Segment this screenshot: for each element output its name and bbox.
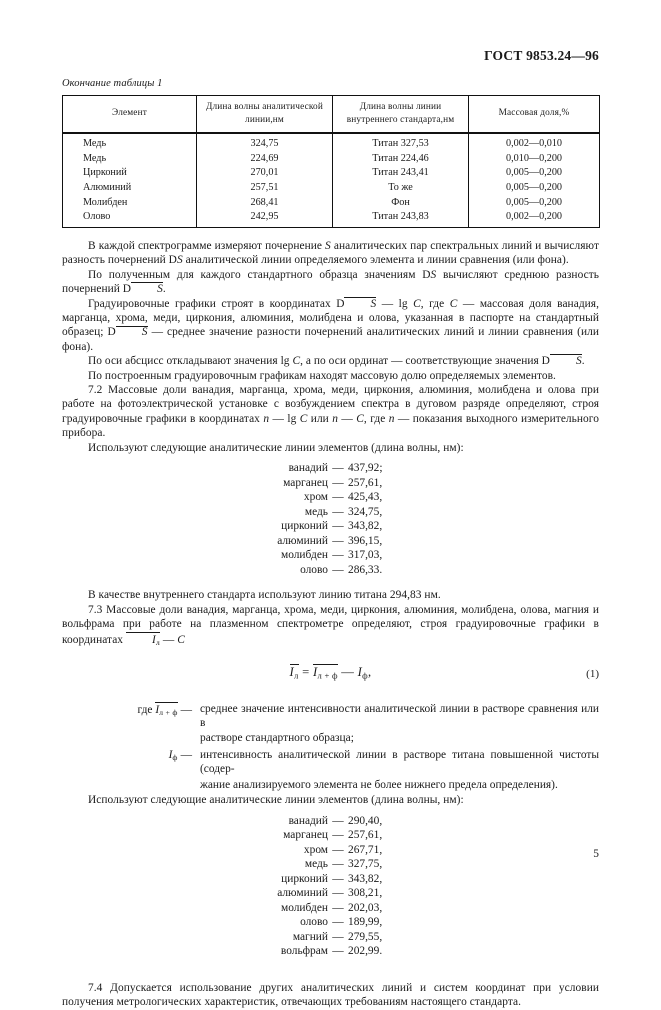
- list-item: [62, 857, 599, 872]
- definition-text-I-mean-lf-cont: растворе стандартного образца;: [200, 732, 354, 745]
- element-name: молибден: [281, 549, 328, 562]
- dash-separator: —: [332, 843, 344, 856]
- cell-mass-fraction: 0,005—0,200: [469, 166, 600, 181]
- dash-separator: —: [332, 916, 344, 929]
- column-header-mass-fraction: [469, 96, 600, 134]
- dash-separator: —: [332, 491, 344, 504]
- definition-symbol-I-f: [62, 748, 192, 763]
- definition-text-I-mean-lf: среднее значение интенсивности аналитической линии в растворе сравнения или в: [200, 702, 599, 730]
- symbol-C: C: [356, 412, 364, 425]
- dash-separator: —: [332, 814, 344, 827]
- paragraph-clause-7-3: 7.3 Массовые доли ванадия, марганца, хрома, меди, циркония, алюминия, молибдена, олова, магния и вольфрама при работе на плазменном спектрометре определяют, строя градуировочные графики в координатах $I_л$ — C: [62, 603, 599, 647]
- list-item: [62, 944, 599, 959]
- symbol-S-overline: S: [344, 297, 376, 311]
- page-content: [62, 78, 599, 1010]
- element-name: хром: [303, 843, 328, 856]
- paragraph-clause-7-2: 7.2 Массовые доли ванадия, марганца, хрома, меди, циркония, алюминия, молибдена и олова при работе на фотоэлектрической установке с возбуждением спектра в дуговом разряде определяют, строя градуировочные графики в координатах n — lg C или n — C, где n — показания выходного измерительного прибора.: [62, 384, 599, 440]
- table-header-row: [63, 96, 600, 134]
- list-item: [62, 814, 599, 829]
- cell-element: Медь: [63, 133, 197, 151]
- cell-mass-fraction: 0,002—0,200: [469, 210, 600, 228]
- dash-separator: —: [332, 858, 344, 871]
- list-item: [62, 490, 599, 505]
- table-row: [63, 180, 600, 195]
- element-wavelength: 324,75,: [348, 505, 383, 518]
- definition-text-I-f: интенсивность аналитической линии в растворе титана повышенной чистоты (содер-: [200, 748, 599, 776]
- cell-element: Цирконий: [63, 166, 197, 181]
- formula-definitions: [62, 702, 599, 793]
- element-name: цирконий: [281, 872, 328, 885]
- element-wavelength: 189,99,: [348, 916, 383, 929]
- symbol-C: C: [292, 355, 301, 368]
- element-wavelength: 437,92;: [348, 462, 383, 475]
- symbol-C: C: [177, 633, 185, 646]
- formula-rhs-I-mean-lf: $I_{л + ф}$: [312, 664, 338, 681]
- column-header-internal-standard-line1: Длина волны линии: [359, 102, 442, 112]
- column-header-analytical-wavelength: [197, 96, 333, 134]
- table-row: [63, 210, 600, 228]
- element-wavelength: 202,03,: [348, 901, 383, 914]
- dash-separator: —: [332, 829, 344, 842]
- element-wavelength: 327,75,: [348, 858, 383, 871]
- element-name: медь: [304, 505, 328, 518]
- table-row: [63, 133, 600, 151]
- list-item: [62, 886, 599, 901]
- table-row: [63, 166, 600, 181]
- running-head-standard-number: ГОСТ 9853.24—96: [484, 48, 599, 63]
- cell-element: Медь: [63, 151, 197, 166]
- list-item: [62, 843, 599, 858]
- symbol-S: S: [430, 268, 437, 281]
- definition-row-I-mean-lf: [62, 702, 599, 731]
- clause-number-7-2: 7.2: [88, 384, 103, 397]
- list-item: [62, 901, 599, 916]
- cell-analytical-wavelength: 257,51: [197, 180, 333, 195]
- definition-row-I-f: [62, 748, 599, 777]
- element-wavelength: 290,40,: [348, 814, 383, 827]
- element-name: медь: [304, 858, 328, 871]
- element-wavelength: 308,21,: [348, 887, 383, 900]
- element-name: алюминий: [277, 534, 328, 547]
- cell-element: Молибден: [63, 195, 197, 210]
- formula-number: (1): [586, 667, 599, 680]
- formula-expression: [62, 664, 599, 680]
- element-wavelength: 202,99.: [348, 945, 383, 958]
- paragraph-find-mass-fraction: По построенным градуировочным графикам находят массовую долю определяемых элементов.: [88, 369, 556, 382]
- cell-mass-fraction: 0,005—0,200: [469, 180, 600, 195]
- table-caption: Окончание таблицы 1: [62, 78, 163, 89]
- formula-minus: —: [341, 664, 355, 679]
- paragraph-axes: По оси абсцисс откладывают значения lg C, а по оси ординат — соответствующие значения D S.: [88, 355, 585, 368]
- dash-separator: —: [332, 945, 344, 958]
- symbol-I-mean-lf: $I_{л + ф}$: [155, 703, 178, 717]
- symbol-C: C: [299, 412, 308, 425]
- list-item: [62, 563, 599, 578]
- list-item: [62, 461, 599, 476]
- element-wavelength: 279,55,: [348, 930, 383, 943]
- symbol-S-overline: S: [116, 325, 148, 339]
- element-name: ванадий: [288, 462, 328, 475]
- column-header-analytical-wavelength-line2: линии,нм: [245, 114, 284, 125]
- cell-internal-standard: Фон: [333, 195, 469, 210]
- column-header-analytical-wavelength-line1: Длина волны аналитической: [206, 102, 323, 112]
- table-row: [63, 151, 600, 166]
- formula-lhs-I-mean: $I_л$: [289, 664, 299, 681]
- element-wavelength: 396,15,: [348, 534, 383, 547]
- cell-internal-standard: Титан 243,83: [333, 210, 469, 228]
- list-item: [62, 505, 599, 520]
- element-wavelength: 343,82,: [348, 872, 383, 885]
- list-item: [62, 534, 599, 549]
- element-wavelength-list-1: [62, 461, 599, 577]
- symbol-n: n: [388, 412, 395, 425]
- column-header-internal-standard-wavelength: [333, 96, 469, 134]
- element-name: вольфрам: [280, 945, 328, 958]
- cell-mass-fraction: 0,005—0,200: [469, 195, 600, 210]
- list-item: [62, 548, 599, 563]
- dash-separator: —: [332, 887, 344, 900]
- analytical-lines-table: [62, 95, 600, 228]
- symbol-C: C: [413, 297, 421, 310]
- column-header-mass-fraction-line1: Массовая доля,%: [498, 108, 570, 119]
- paragraph-clause-7-4: 7.4 Допускается использование других аналитических линий и систем координат при условии получения метрологических характеристик, отвечающих требованиям настоящего стандарта.: [62, 981, 599, 1009]
- definition-dash: —: [180, 703, 192, 716]
- table-row: [63, 195, 600, 210]
- dash-separator: —: [332, 930, 344, 943]
- formula-block-1: [62, 664, 599, 690]
- subscript-l: л: [155, 637, 160, 647]
- page-number: 5: [593, 848, 599, 860]
- dash-separator: —: [332, 901, 344, 914]
- dash-separator: —: [332, 534, 344, 547]
- symbol-n: n: [332, 412, 338, 425]
- list-item: [62, 476, 599, 491]
- cell-analytical-wavelength: 242,95: [197, 210, 333, 228]
- definition-text-I-f-cont: жание анализируемого элемента не более нижнего предела определения).: [200, 778, 558, 791]
- cell-internal-standard: Титан 327,53: [333, 133, 469, 151]
- element-wavelength-list-2: [62, 814, 599, 959]
- cell-mass-fraction: 0,002—0,010: [469, 133, 600, 151]
- list-item: [62, 930, 599, 945]
- cell-analytical-wavelength: 224,69: [197, 151, 333, 166]
- element-name: ванадий: [288, 814, 328, 827]
- list-item: [62, 872, 599, 887]
- symbol-n: n: [263, 412, 270, 425]
- table-body: [63, 133, 600, 227]
- dash-separator: —: [332, 872, 344, 885]
- paragraph-blackening-measurement: В каждой спектрограмме измеряют почернение S аналитических пар спектральных линий и вычисляют разность почернений DS аналитической линии определяемого элемента и линии сравнения (или фона).: [62, 239, 599, 267]
- cell-element: Олово: [63, 210, 197, 228]
- element-name: марганец: [283, 829, 328, 842]
- cell-analytical-wavelength: 324,75: [197, 133, 333, 151]
- list-item: [62, 915, 599, 930]
- list-item: [62, 828, 599, 843]
- cell-analytical-wavelength: 268,41: [197, 195, 333, 210]
- formula-rhs-I-f: $I_ф$: [357, 664, 368, 681]
- list-item: [62, 519, 599, 534]
- element-wavelength: 343,82,: [348, 520, 383, 533]
- symbol-C: C: [449, 297, 458, 310]
- cell-internal-standard: Титан 224,46: [333, 151, 469, 166]
- element-name: олово: [300, 916, 328, 929]
- paragraph-internal-standard: В качестве внутреннего стандарта используют линию титана 294,83 нм.: [88, 589, 441, 602]
- element-wavelength: 257,61,: [348, 476, 383, 489]
- element-wavelength: 317,03,: [348, 549, 383, 562]
- clause-number-7-3: 7.3: [88, 603, 103, 616]
- dash-separator: —: [332, 462, 344, 475]
- clause-number-7-4: 7.4: [88, 981, 103, 994]
- formula-equals: =: [302, 664, 310, 679]
- cell-internal-standard: То же: [333, 180, 469, 195]
- dash-separator: —: [332, 476, 344, 489]
- table-header: [63, 96, 600, 134]
- element-wavelength: 267,71,: [348, 843, 383, 856]
- element-wavelength: 425,43,: [348, 491, 383, 504]
- paragraph-mean-difference: По полученным для каждого стандартного образца значениям DS вычисляют среднюю разность почернений D S.: [62, 268, 599, 296]
- formula-comma: ,: [368, 664, 372, 679]
- dash-separator: —: [332, 563, 344, 576]
- element-name: магний: [292, 930, 328, 943]
- symbol-S-overline: S: [550, 354, 582, 368]
- cell-internal-standard: Титан 243,41: [333, 166, 469, 181]
- definition-dash: —: [180, 748, 192, 761]
- definition-symbol-I-mean-lf: [62, 702, 192, 718]
- dash-separator: —: [332, 520, 344, 533]
- paragraph-intro-lines-1: Используют следующие аналитические линии элементов (длина волны, нм):: [88, 441, 464, 454]
- paragraph-intro-lines-2: Используют следующие аналитические линии элементов (длина волны, нм):: [88, 794, 464, 807]
- cell-element: Алюминий: [63, 180, 197, 195]
- element-name: олово: [300, 563, 328, 576]
- column-header-element-line1: Элемент: [112, 108, 147, 119]
- cell-analytical-wavelength: 270,01: [197, 166, 333, 181]
- symbol-S-overline: S: [131, 282, 163, 296]
- symbol-I-mean: $I_л$: [126, 632, 160, 648]
- element-name: молибден: [281, 901, 328, 914]
- element-name: марганец: [283, 476, 328, 489]
- element-wavelength: 286,33.: [348, 563, 383, 576]
- definition-intro-word: где: [137, 703, 153, 716]
- element-name: хром: [303, 491, 328, 504]
- column-header-element: [63, 96, 197, 134]
- symbol-S: S: [176, 254, 183, 267]
- cell-mass-fraction: 0,010—0,200: [469, 151, 600, 166]
- element-name: цирконий: [281, 520, 328, 533]
- symbol-I-f: $I_ф$: [168, 748, 178, 763]
- dash-separator: —: [332, 505, 344, 518]
- dash-separator: —: [332, 549, 344, 562]
- column-header-internal-standard-line2: внутреннего стандарта,нм: [346, 114, 455, 125]
- element-wavelength: 257,61,: [348, 829, 383, 842]
- element-name: алюминий: [277, 887, 328, 900]
- symbol-S: S: [325, 239, 331, 252]
- paragraph-calibration-graphs: Градуировочные графики строят в координатах D S — lg C, где C — массовая доля ванадия, марганца, хрома, меди, циркония, алюминия, молибдена и олова, указанная в паспорте на стандартный образец; D S — среднее значение разности почернений аналитических линий и линии сравнения (или фона).: [62, 297, 599, 353]
